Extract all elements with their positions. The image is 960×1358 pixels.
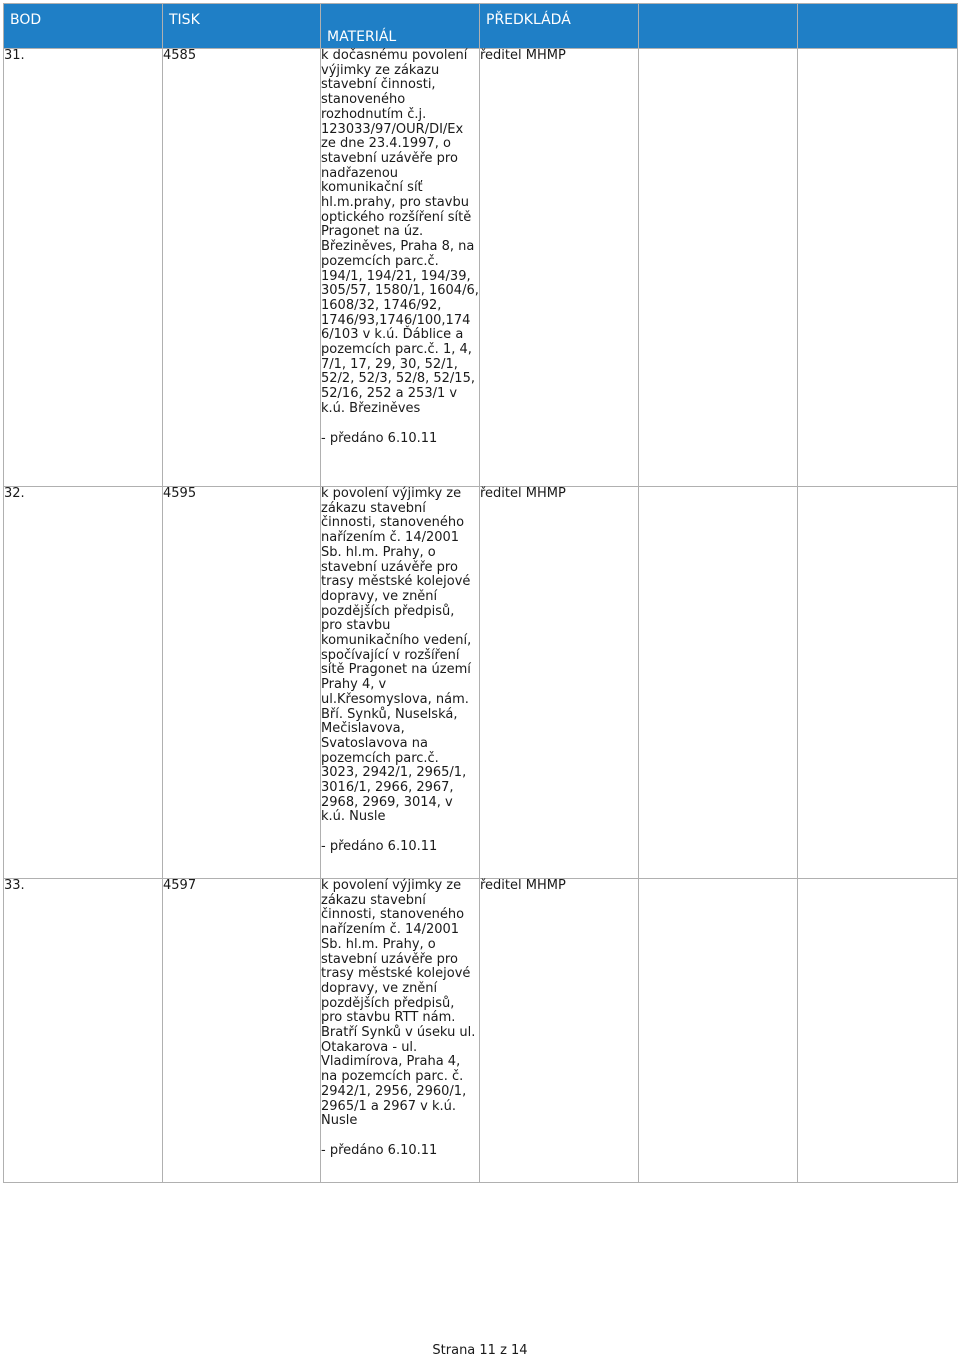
row-bod-cell <box>4 487 163 879</box>
header-bod-label: BOD <box>10 12 42 28</box>
row-predklada: ředitel MHMP <box>480 486 566 501</box>
header-material-label: MATERIÁL <box>327 29 397 45</box>
header-tisk-label: TISK <box>169 12 200 28</box>
row-predklada-cell <box>480 879 639 1183</box>
table-row <box>4 487 958 879</box>
row-handover: - předáno 6.10.11 <box>321 1142 438 1158</box>
row-empty-cell <box>639 487 798 879</box>
row-tisk-cell <box>163 487 321 879</box>
row-bod-cell <box>4 879 163 1183</box>
row-material: k povolení výjimky ze zákazu stavební činnosti, stanoveného nařízením č. 14/2001 Sb. hl.m. Prahy, o stavební uzávěře pro trasy městské kolejové dopravy, ve znění pozdějších předpisů, pro stavbu komunikačního vedení, spočívající v rozšíření sítě Pragonet na území Prahy 4, v ul.Křesomyslova, nám. Bří. Synků, Nuselská, Mečislavova, Svatoslavova na pozemcích parc.č. 3023, 2942/1, 2965/1, 3016/1, 2966, 2967, 2968, 2969, 3014, v k.ú. Nusle <box>321 486 472 825</box>
row-handover: - předáno 6.10.11 <box>321 430 438 446</box>
row-predklada: ředitel MHMP <box>480 48 566 63</box>
page-footer <box>0 1343 960 1358</box>
row-bod: 33. <box>4 878 25 893</box>
row-bod: 32. <box>4 486 25 501</box>
row-empty-cell <box>639 49 798 487</box>
row-material-cell <box>321 487 480 879</box>
row-tisk: 4595 <box>163 486 197 501</box>
header-predklada <box>480 4 639 49</box>
agenda-table <box>3 3 958 1183</box>
row-bod-cell <box>4 49 163 487</box>
row-handover: - předáno 6.10.11 <box>321 839 438 855</box>
row-material: k dočasnému povolení výjimky ze zákazu stavební činnosti, stanoveného rozhodnutím č.j. 123033/97/OUR/DI/Ex ze dne 23.4.1997, o stavební uzávěře pro nadřazenou komunikační síť hl.m.prahy, pro stavbu optického rozšíření sítě Pragonet na úz. Březiněves, Praha 8, na pozemcích parc.č. 194/1, 194/21, 194/39, 305/57, 1580/1, 1604/6, 1608/32, 1746/92, 1746/93,1746/100,174 6/103 v k.ú. Ďáblice a pozemcích parc.č. 1, 4, 7/1, 17, 29, 30, 52/1, 52/2, 52/3, 52/8, 52/15, 52/16, 252 a 253/1 v k.ú. Březiněves <box>321 48 479 416</box>
row-bod: 31. <box>4 48 25 63</box>
header-bod <box>4 4 163 49</box>
row-material-cell <box>321 49 480 487</box>
table-row <box>4 49 958 487</box>
row-empty-cell <box>798 49 958 487</box>
row-empty-cell <box>639 879 798 1183</box>
row-tisk: 4585 <box>163 48 197 63</box>
header-material <box>321 4 480 49</box>
row-tisk-cell <box>163 879 321 1183</box>
row-empty-cell <box>798 487 958 879</box>
header-tisk <box>163 4 321 49</box>
header-predklada-label: PŘEDKLÁDÁ <box>486 12 571 28</box>
row-predklada-cell <box>480 487 639 879</box>
row-material: k povolení výjimky ze zákazu stavební činnosti, stanoveného nařízením č. 14/2001 Sb. hl.m. Prahy, o stavební uzávěře pro trasy městské kolejové dopravy, ve znění pozdějších předpisů, pro stavbu RTT nám. Bratří Synků v úseku ul. Otakarova - ul. Vladimírova, Praha 4, na pozemcích parc. č. 2942/1, 2956, 2960/1, 2965/1 a 2967 v k.ú. Nusle <box>321 878 476 1129</box>
row-predklada: ředitel MHMP <box>480 878 566 893</box>
header-empty-1 <box>639 4 798 49</box>
table-row <box>4 879 958 1183</box>
header-empty-2 <box>798 4 958 49</box>
row-predklada-cell <box>480 49 639 487</box>
page-number: Strana 11 z 14 <box>432 1343 528 1358</box>
row-tisk: 4597 <box>163 878 197 893</box>
header-row <box>4 4 958 49</box>
row-material-cell <box>321 879 480 1183</box>
row-empty-cell <box>798 879 958 1183</box>
row-tisk-cell <box>163 49 321 487</box>
